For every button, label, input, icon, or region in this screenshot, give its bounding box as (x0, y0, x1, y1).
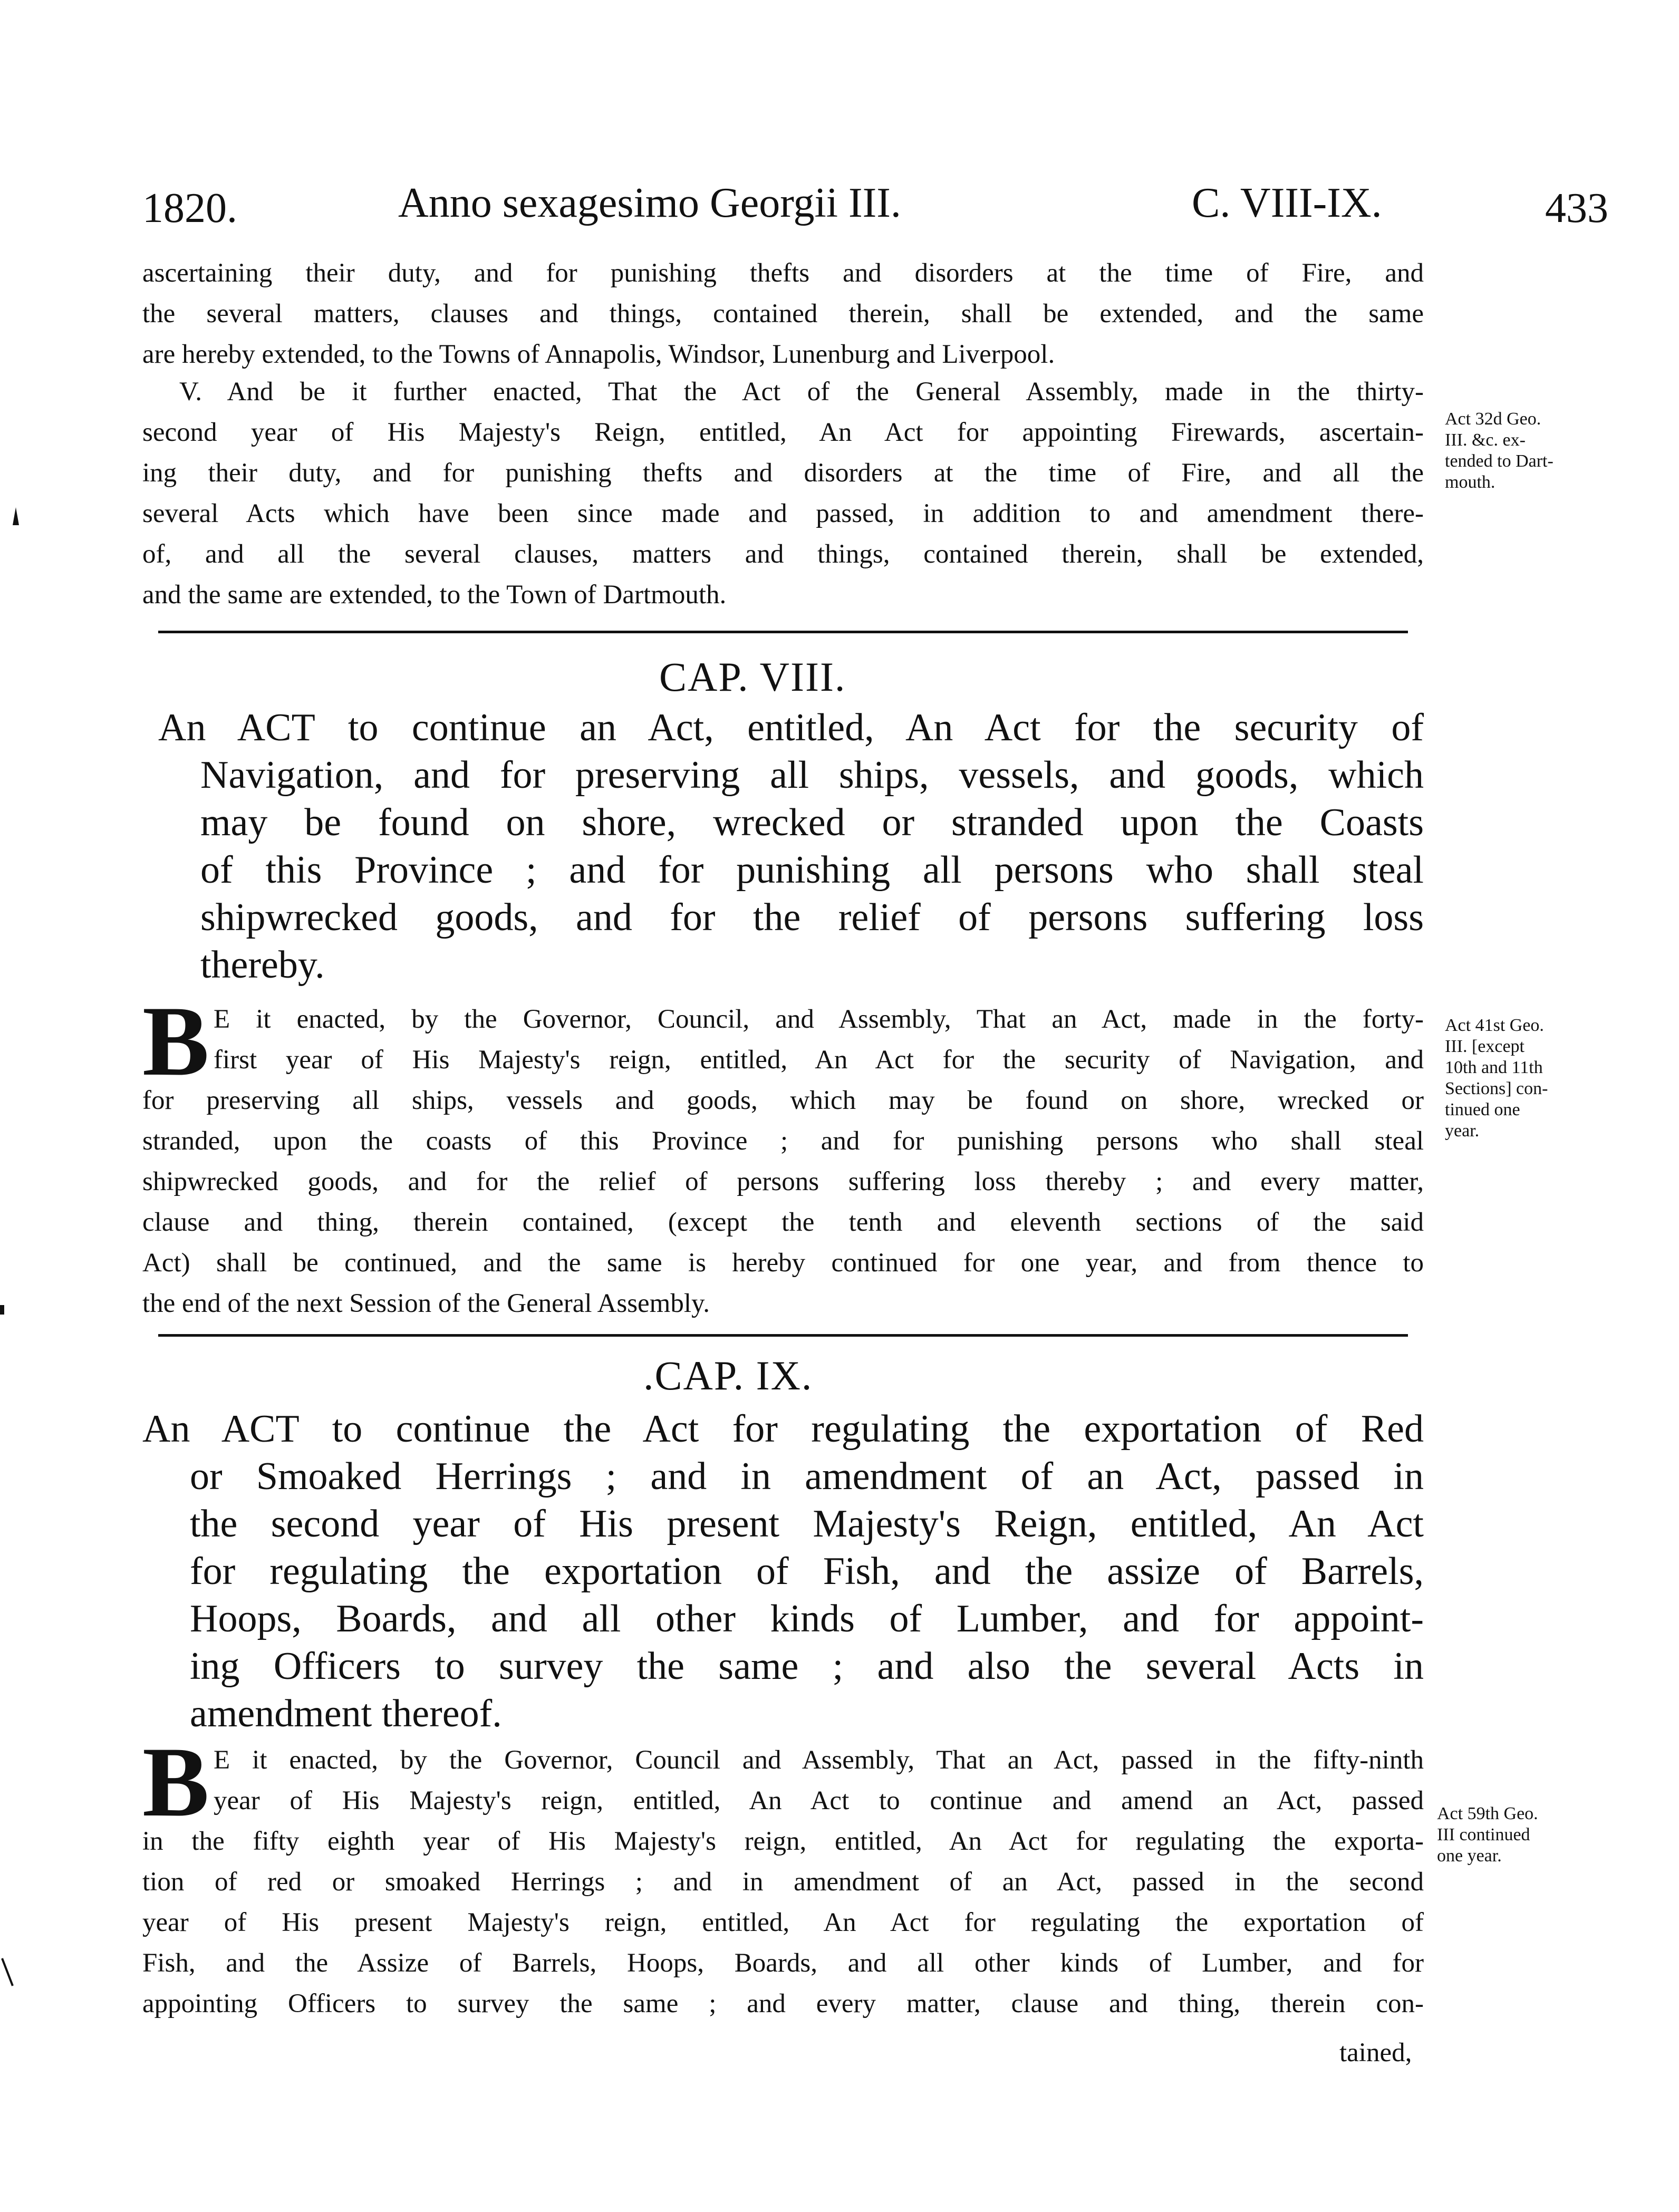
margin-note-line: III. &c. ex- (1445, 430, 1526, 450)
text-line: ascertaining their duty, and for punishing thefts and disorders at the time of Fire, and (142, 258, 1424, 288)
margin-note-line: Act 59th Geo. (1437, 1804, 1538, 1823)
title-line: shipwrecked goods, and for the relief of persons suffering loss (200, 896, 1424, 939)
title-line: An ACT to continue an Act, entitled, An Act for the security of (158, 706, 1424, 749)
text-line: first year of His Majesty's reign, entitled, An Act for the security of Navigation, and (214, 1045, 1424, 1075)
divider-rule (158, 631, 1408, 633)
header-chapter: C. VIII-IX. (1192, 180, 1382, 226)
margin-note-line: Sections] con- (1445, 1079, 1548, 1098)
text-line: E it enacted, by the Governor, Council, and Assembly, That an Act, made in the forty- (214, 1004, 1424, 1034)
divider-rule (158, 1334, 1408, 1337)
title-line: amendment thereof. (190, 1692, 502, 1735)
continuation-paragraph (142, 253, 1424, 375)
cap-viii-enacting-paragraph (142, 986, 1424, 1324)
margin-note-line: tended to Dart- (1445, 451, 1553, 471)
margin-note-cap-ix (1437, 1803, 1616, 1867)
title-line: ing Officers to survey the same ; and also the several Acts in (190, 1645, 1424, 1688)
header-page-number: 433 (1545, 185, 1608, 231)
title-line: Hoops, Boards, and all other kinds of Lumber, and for appoint- (190, 1597, 1424, 1640)
text-line: year of His Majesty's reign, entitled, An Act to continue and amend an Act, passed (214, 1786, 1424, 1815)
margin-note-line: mouth. (1445, 472, 1495, 492)
cap-ix-enacting-paragraph (142, 1727, 1424, 2024)
text-line: stranded, upon the coasts of this Province ; and for punishing persons who shall steal (142, 1126, 1424, 1156)
title-line: for regulating the exportation of Fish, and the assize of Barrels, (190, 1550, 1424, 1593)
section-v-paragraph (142, 372, 1424, 615)
margin-note-line: tinued one (1445, 1100, 1520, 1119)
scan-mark (0, 1956, 16, 1988)
margin-note-line: one year. (1437, 1846, 1502, 1866)
title-line: thereby. (200, 943, 325, 987)
text-line: shipwrecked goods, and for the relief of persons suffering loss thereby ; and every matter, (142, 1167, 1424, 1196)
text-line: are hereby extended, to the Towns of Annapolis, Windsor, Lunenburg and Liverpool. (142, 340, 1055, 369)
text-line: Act) shall be continued, and the same is hereby continued for one year, and from thence to (142, 1248, 1424, 1278)
cap-viii-heading: CAP. VIII. (659, 654, 846, 700)
scan-mark (11, 506, 21, 527)
margin-note-line: III continued (1437, 1825, 1530, 1844)
cap-ix-title (142, 1405, 1424, 1737)
text-line: in the fifty eighth year of His Majesty's reign, entitled, An Act for regulating the exporta- (142, 1827, 1424, 1856)
margin-note-cap-viii (1445, 1015, 1624, 1142)
margin-note-line: year. (1445, 1121, 1480, 1141)
margin-note-line: 10th and 11th (1445, 1058, 1543, 1077)
text-line: appointing Officers to survey the same ; and every matter, clause and thing, therein con- (142, 1989, 1424, 2018)
title-line: An ACT to continue the Act for regulating the exportation of Red (142, 1407, 1424, 1451)
drop-cap-cap-viii: B (142, 986, 209, 1097)
cap-viii-title (158, 704, 1424, 989)
text-line: tion of red or smoaked Herrings ; and in amendment of an Act, passed in the second (142, 1867, 1424, 1897)
text-line: second year of His Majesty's Reign, entitled, An Act for appointing Firewards, ascertain- (142, 418, 1424, 447)
margin-note-line: Act 32d Geo. (1445, 409, 1541, 429)
text-line: the end of the next Session of the General Assembly. (142, 1289, 710, 1318)
drop-cap-cap-ix: B (142, 1727, 209, 1838)
text-line: year of His present Majesty's reign, entitled, An Act for regulating the exportation of (142, 1908, 1424, 1937)
text-line: and the same are extended, to the Town of Dartmouth. (142, 580, 727, 610)
text-line: ing their duty, and for punishing thefts and disorders at the time of Fire, and all the (142, 458, 1424, 488)
scan-mark (0, 1305, 6, 1316)
text-line: E it enacted, by the Governor, Council and Assembly, That an Act, passed in the fifty-ninth (214, 1745, 1424, 1775)
text-line: several Acts which have been since made and passed, in addition to and amendment there- (142, 499, 1424, 528)
title-line: the second year of His present Majesty's Reign, entitled, An Act (190, 1502, 1424, 1545)
title-line: or Smoaked Herrings ; and in amendment of an Act, passed in (190, 1455, 1424, 1498)
margin-note-line: III. [except (1445, 1037, 1525, 1056)
header-year: 1820. (142, 185, 237, 231)
text-line: clause and thing, therein contained, (except the tenth and eleventh sections of the said (142, 1208, 1424, 1237)
text-line: of, and all the several clauses, matters and things, contained therein, shall be extended, (142, 539, 1424, 569)
text-line: Fish, and the Assize of Barrels, Hoops, Boards, and all other kinds of Lumber, and for (142, 1948, 1424, 1978)
catchword: tained, (1339, 2038, 1412, 2068)
text-line: V. And be it further enacted, That the Act of the General Assembly, made in the thirty- (179, 377, 1424, 407)
margin-note-section-v (1445, 409, 1624, 493)
cap-ix-heading: .CAP. IX. (643, 1353, 813, 1398)
title-line: of this Province ; and for punishing all persons who shall steal (200, 848, 1424, 892)
title-line: Navigation, and for preserving all ships, vessels, and goods, which (200, 754, 1424, 797)
header-title: Anno sexagesimo Georgii III. (398, 180, 901, 226)
margin-note-line: Act 41st Geo. (1445, 1016, 1544, 1035)
title-line: may be found on shore, wrecked or stranded upon the Coasts (200, 801, 1424, 844)
text-line: the several matters, clauses and things, contained therein, shall be extended, and the same (142, 299, 1424, 329)
text-line: for preserving all ships, vessels and goods, which may be found on shore, wrecked or (142, 1086, 1424, 1115)
